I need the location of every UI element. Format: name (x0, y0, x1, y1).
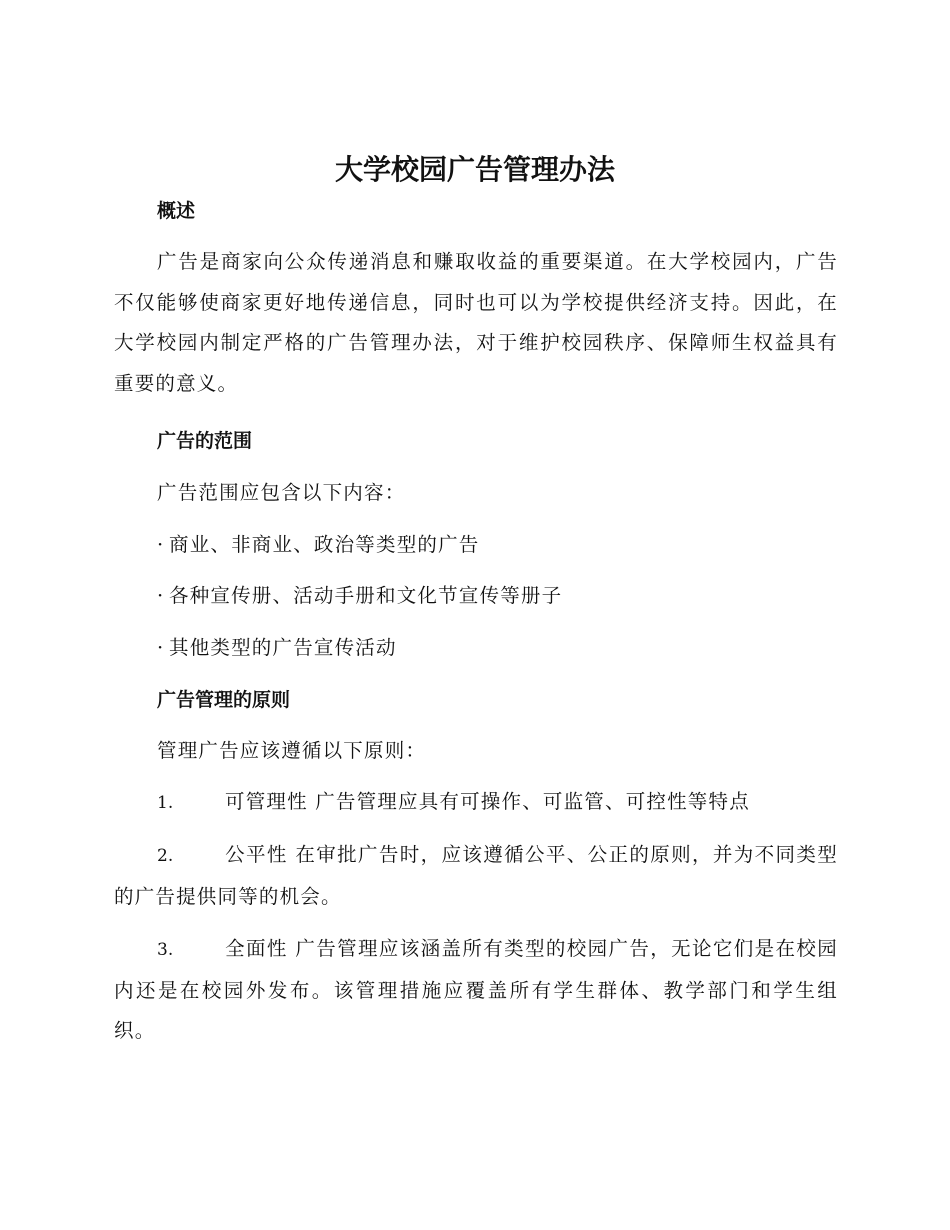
item-number: 3. (157, 940, 174, 960)
list-item (157, 530, 480, 560)
bullet-text: 其他类型的广告宣传活动 (169, 636, 397, 659)
overview-paragraph: 广告是商家向公众传递消息和赚取收益的重要渠道。在大学校园内，广告不仅能够使商家更好地传递信息，同时也可以为学校提供经济支持。因此，在大学校园内制定严格的广告管理办法，对于维护校园秩序、保障师生权益具有重要的意义。 (114, 250, 838, 395)
bullet-text: 商业、非商业、政治等类型的广告 (169, 533, 480, 556)
bullet-text: 各种宣传册、活动手册和文化节宣传等册子 (169, 584, 563, 607)
bullet-glyph: · (157, 636, 165, 659)
list-item (157, 581, 562, 611)
numbered-item (114, 929, 838, 1052)
scope-intro: 广告范围应包含以下内容： (157, 481, 406, 504)
principles-intro: 管理广告应该遵循以下原则： (157, 739, 427, 762)
item-text: 全面性 广告管理应该涵盖所有类型的校园广告，无论它们是在校园内还是在校园外发布。该管理措施应覆盖所有学生群体、教学部门和学生组织。 (114, 937, 838, 1042)
item-number: 1. (157, 793, 174, 813)
numbered-item (114, 835, 838, 917)
page-title: 大学校园广告管理办法 (334, 153, 615, 186)
section-heading-scope: 广告的范围 (157, 430, 253, 452)
list-item (157, 633, 397, 663)
bullet-glyph: · (157, 533, 165, 556)
numbered-item (114, 782, 838, 824)
item-text: 公平性 在审批广告时，应该遵循公平、公正的原则，并为不同类型的广告提供同等的机会。 (114, 843, 838, 908)
section-heading-overview: 概述 (157, 200, 196, 222)
bullet-glyph: · (157, 584, 165, 607)
item-text: 可管理性 广告管理应具有可操作、可监管、可控性等特点 (225, 790, 750, 813)
section-heading-principles: 广告管理的原则 (157, 689, 291, 711)
item-number: 2. (157, 846, 174, 866)
